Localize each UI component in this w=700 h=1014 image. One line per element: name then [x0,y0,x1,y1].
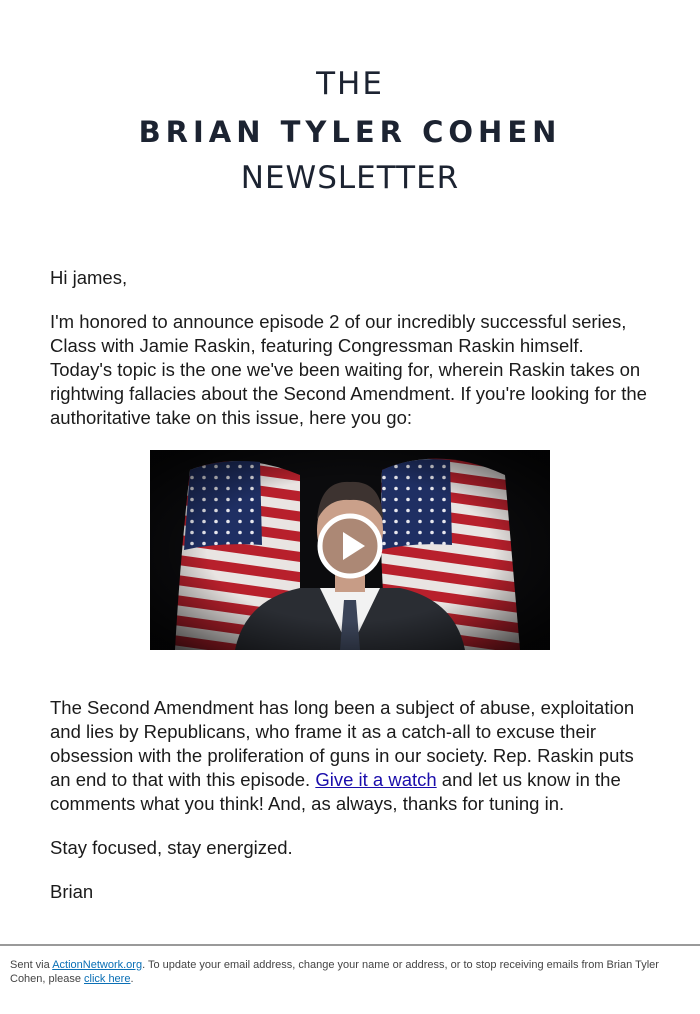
give-it-a-watch-link[interactable]: Give it a watch [315,769,437,790]
body-text-end: and let us know in the comments what you think! And, as always, thanks for tuning in. [50,769,621,814]
email-footer [0,944,700,986]
body-text-start: The Second Amendment has long been a subject of abuse, exploitation and lies by Republicans, who frame it as a catch-all to excuse their obsession with the proliferation of guns in our society. Rep. Raskin puts an end to that with this episode. [50,697,635,790]
signoff: Stay focused, stay energized. [50,837,293,858]
footer-suffix: . [130,973,134,985]
footer-prefix: Sent via [10,959,53,971]
masthead-name: BRIAN TYLER COHEN [138,115,562,149]
newsletter-masthead [0,64,700,198]
video-thumbnail[interactable] [150,450,550,650]
masthead-newsletter: NEWSLETTER [240,160,460,196]
play-button[interactable] [316,512,384,580]
signature: Brian [50,881,94,902]
click-here-link[interactable]: click here [84,973,131,985]
actionnetwork-link[interactable]: ActionNetwork.org [52,959,143,971]
intro-paragraph: I'm honored to announce episode 2 of our incredibly successful series, Class with Jamie Raskin, featuring Congressman Raskin himself. Today's topic is the one we've been waiting for, wherein Raskin takes on rightwing fallacies about the Second Amendment. If you're looking for the authoritative take on this issue, here you go: [50,311,647,428]
footer-middle: . To update your email address, change your name or address, or to stop receiving emails from Brian Tyler Cohen, please [10,959,659,985]
email-body [50,266,650,924]
play-icon [316,512,384,580]
masthead-the: THE [316,66,384,102]
greeting: Hi james, [50,267,128,288]
body-paragraph [50,696,650,816]
